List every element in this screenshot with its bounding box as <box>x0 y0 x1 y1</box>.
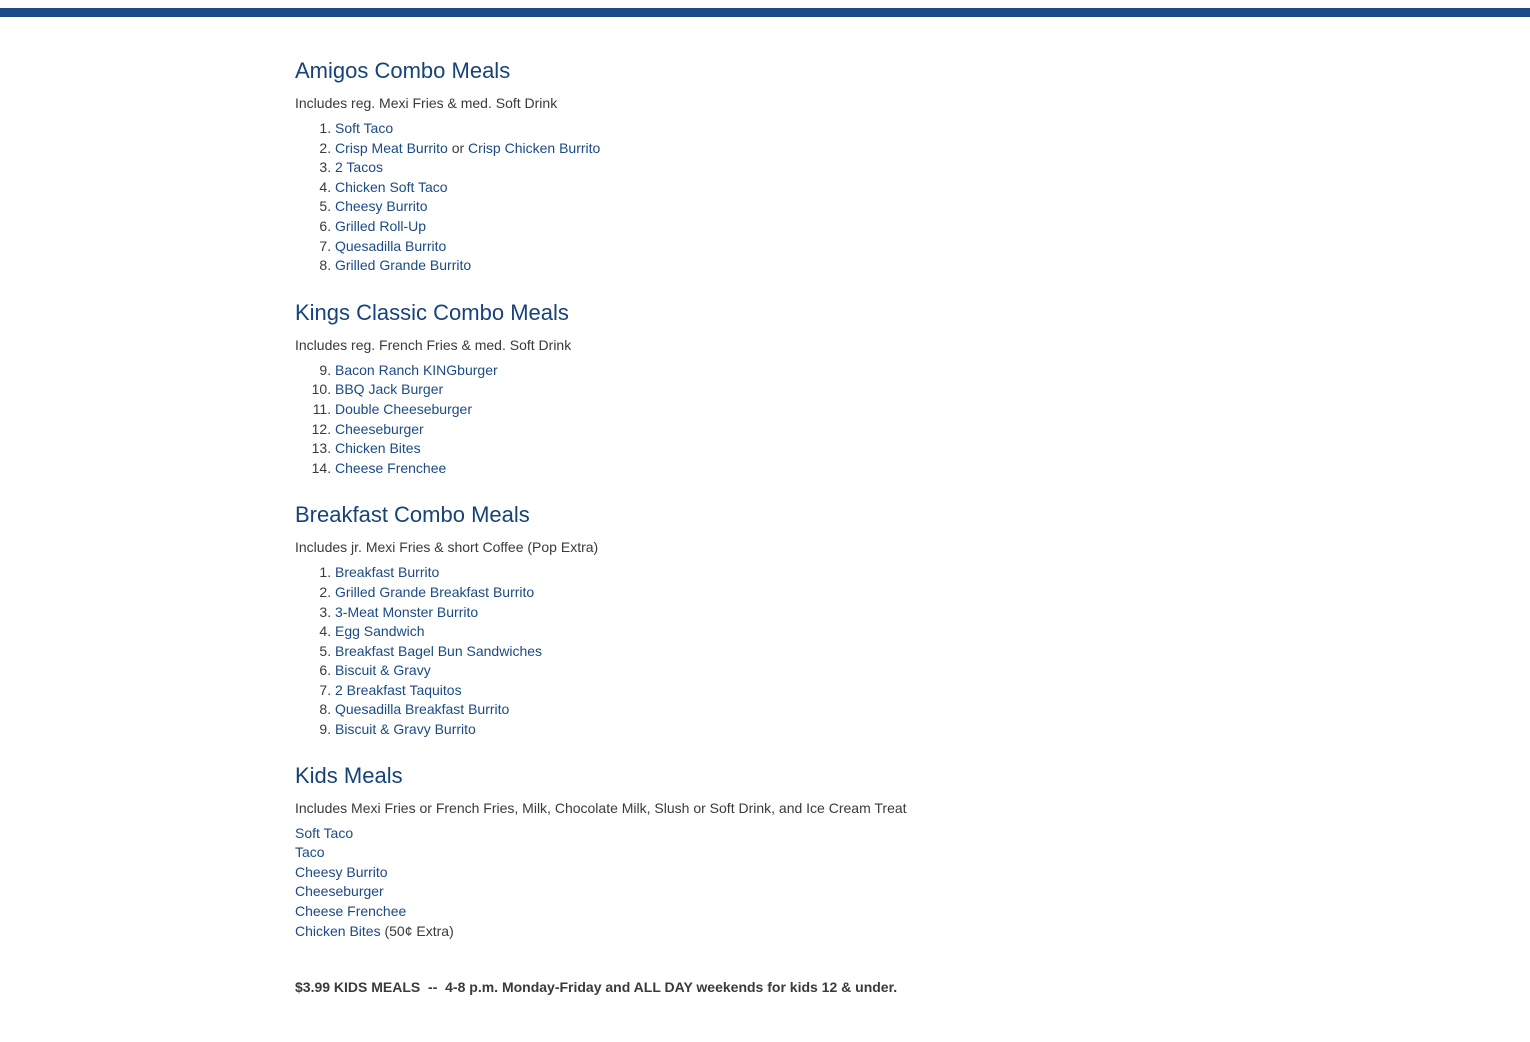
section-title: Kings Classic Combo Meals <box>295 299 569 325</box>
menu-item-link[interactable]: Grilled Roll-Up <box>335 217 427 234</box>
section-description: Includes reg. French Fries & med. Soft Drink <box>295 336 572 353</box>
menu-item-link[interactable]: Egg Sandwich <box>335 623 425 640</box>
menu-item-link[interactable]: Breakfast Burrito <box>335 564 440 581</box>
list-item <box>335 119 1195 139</box>
section-description: Includes jr. Mexi Fries & short Coffee (Pop Extra) <box>295 539 599 556</box>
list-item <box>335 217 1195 237</box>
list-item <box>335 237 1195 257</box>
menu-item-link[interactable]: Cheeseburger <box>295 883 384 900</box>
menu-item-link[interactable]: Crisp Meat Burrito <box>335 139 448 156</box>
menu-item-link[interactable]: Double Cheeseburger <box>335 400 472 417</box>
menu-item-link[interactable]: Chicken Soft Taco <box>335 178 448 195</box>
menu-item-link[interactable]: Grilled Grande Burrito <box>335 257 472 274</box>
menu-item-link[interactable]: Soft Taco <box>295 824 354 841</box>
kings-item-list <box>295 361 1195 479</box>
list-item <box>335 178 1195 198</box>
menu-item-link[interactable]: Grilled Grande Breakfast Burrito <box>335 583 535 600</box>
menu-item-link[interactable]: Quesadilla Burrito <box>335 237 447 254</box>
list-item <box>335 361 1195 381</box>
list-item <box>335 256 1195 276</box>
section-title: Amigos Combo Meals <box>295 58 511 83</box>
list-item <box>335 661 1195 681</box>
list-item <box>335 700 1195 720</box>
list-item <box>335 563 1195 583</box>
menu-item-link[interactable]: Cheesy Burrito <box>335 198 428 215</box>
kids-meal-promo: $3.99 KIDS MEALS -- 4-8 p.m. Monday-Friday and ALL DAY weekends for kids 12 & under. <box>295 979 898 995</box>
list-item <box>335 720 1195 740</box>
list-item <box>335 459 1195 479</box>
list-item <box>335 380 1195 400</box>
list-item <box>335 681 1195 701</box>
list-item <box>295 902 1195 922</box>
menu-item-link[interactable]: 2 Tacos <box>335 159 383 176</box>
top-accent-bar <box>0 8 1530 17</box>
menu-item-link[interactable]: Chicken Bites <box>295 922 381 939</box>
breakfast-item-list <box>295 563 1195 739</box>
section-description: Includes reg. Mexi Fries & med. Soft Drink <box>295 95 558 111</box>
or-separator: or <box>451 139 465 156</box>
list-item <box>335 603 1195 623</box>
menu-item-link[interactable]: 2 Breakfast Taquitos <box>335 681 462 698</box>
menu-item-link[interactable]: Cheesy Burrito <box>295 863 388 880</box>
list-item <box>335 139 1195 159</box>
menu-item-link[interactable]: BBQ Jack Burger <box>335 381 444 398</box>
list-item <box>295 922 1195 942</box>
menu-item-link[interactable]: Biscuit & Gravy Burrito <box>335 721 476 738</box>
menu-item-link[interactable]: Soft Taco <box>335 120 394 136</box>
kids-item-list <box>295 824 1195 942</box>
list-item <box>295 843 1195 863</box>
menu-item-link[interactable]: Cheeseburger <box>335 420 424 437</box>
list-item <box>295 882 1195 902</box>
section-kings-classic-combo <box>295 298 1195 479</box>
menu-item-link[interactable]: Quesadilla Breakfast Burrito <box>335 701 510 718</box>
menu-item-link[interactable]: Biscuit & Gravy <box>335 662 431 679</box>
menu-item-link[interactable]: Cheese Frenchee <box>295 903 407 920</box>
section-breakfast-combo <box>295 500 1195 739</box>
menu-item-link[interactable]: Crisp Chicken Burrito <box>468 139 601 156</box>
menu-content <box>295 56 1195 963</box>
list-item <box>295 863 1195 883</box>
list-item <box>335 439 1195 459</box>
list-item <box>335 400 1195 420</box>
extra-charge-note: (50¢ Extra) <box>384 922 454 939</box>
menu-item-link[interactable]: Chicken Bites <box>335 440 421 457</box>
menu-item-link[interactable]: Taco <box>295 844 325 861</box>
section-title: Breakfast Combo Meals <box>295 502 530 528</box>
list-item <box>335 583 1195 603</box>
section-title: Kids Meals <box>295 762 403 788</box>
list-item <box>335 642 1195 662</box>
amigos-item-list <box>295 119 1195 276</box>
section-kids-meals <box>295 761 1195 942</box>
list-item <box>335 622 1195 642</box>
section-amigos-combo <box>295 56 1195 276</box>
menu-item-link[interactable]: Bacon Ranch KINGburger <box>335 361 498 378</box>
menu-item-link[interactable]: Cheese Frenchee <box>335 459 447 476</box>
list-item <box>335 420 1195 440</box>
section-description: Includes Mexi Fries or French Fries, Milk, Chocolate Milk, Slush or Soft Drink, and Ice Cream Treat <box>295 799 907 816</box>
menu-item-link[interactable]: 3-Meat Monster Burrito <box>335 603 479 620</box>
list-item <box>335 158 1195 178</box>
list-item <box>335 197 1195 217</box>
list-item <box>295 824 1195 844</box>
menu-item-link[interactable]: Breakfast Bagel Bun Sandwiches <box>335 642 543 659</box>
